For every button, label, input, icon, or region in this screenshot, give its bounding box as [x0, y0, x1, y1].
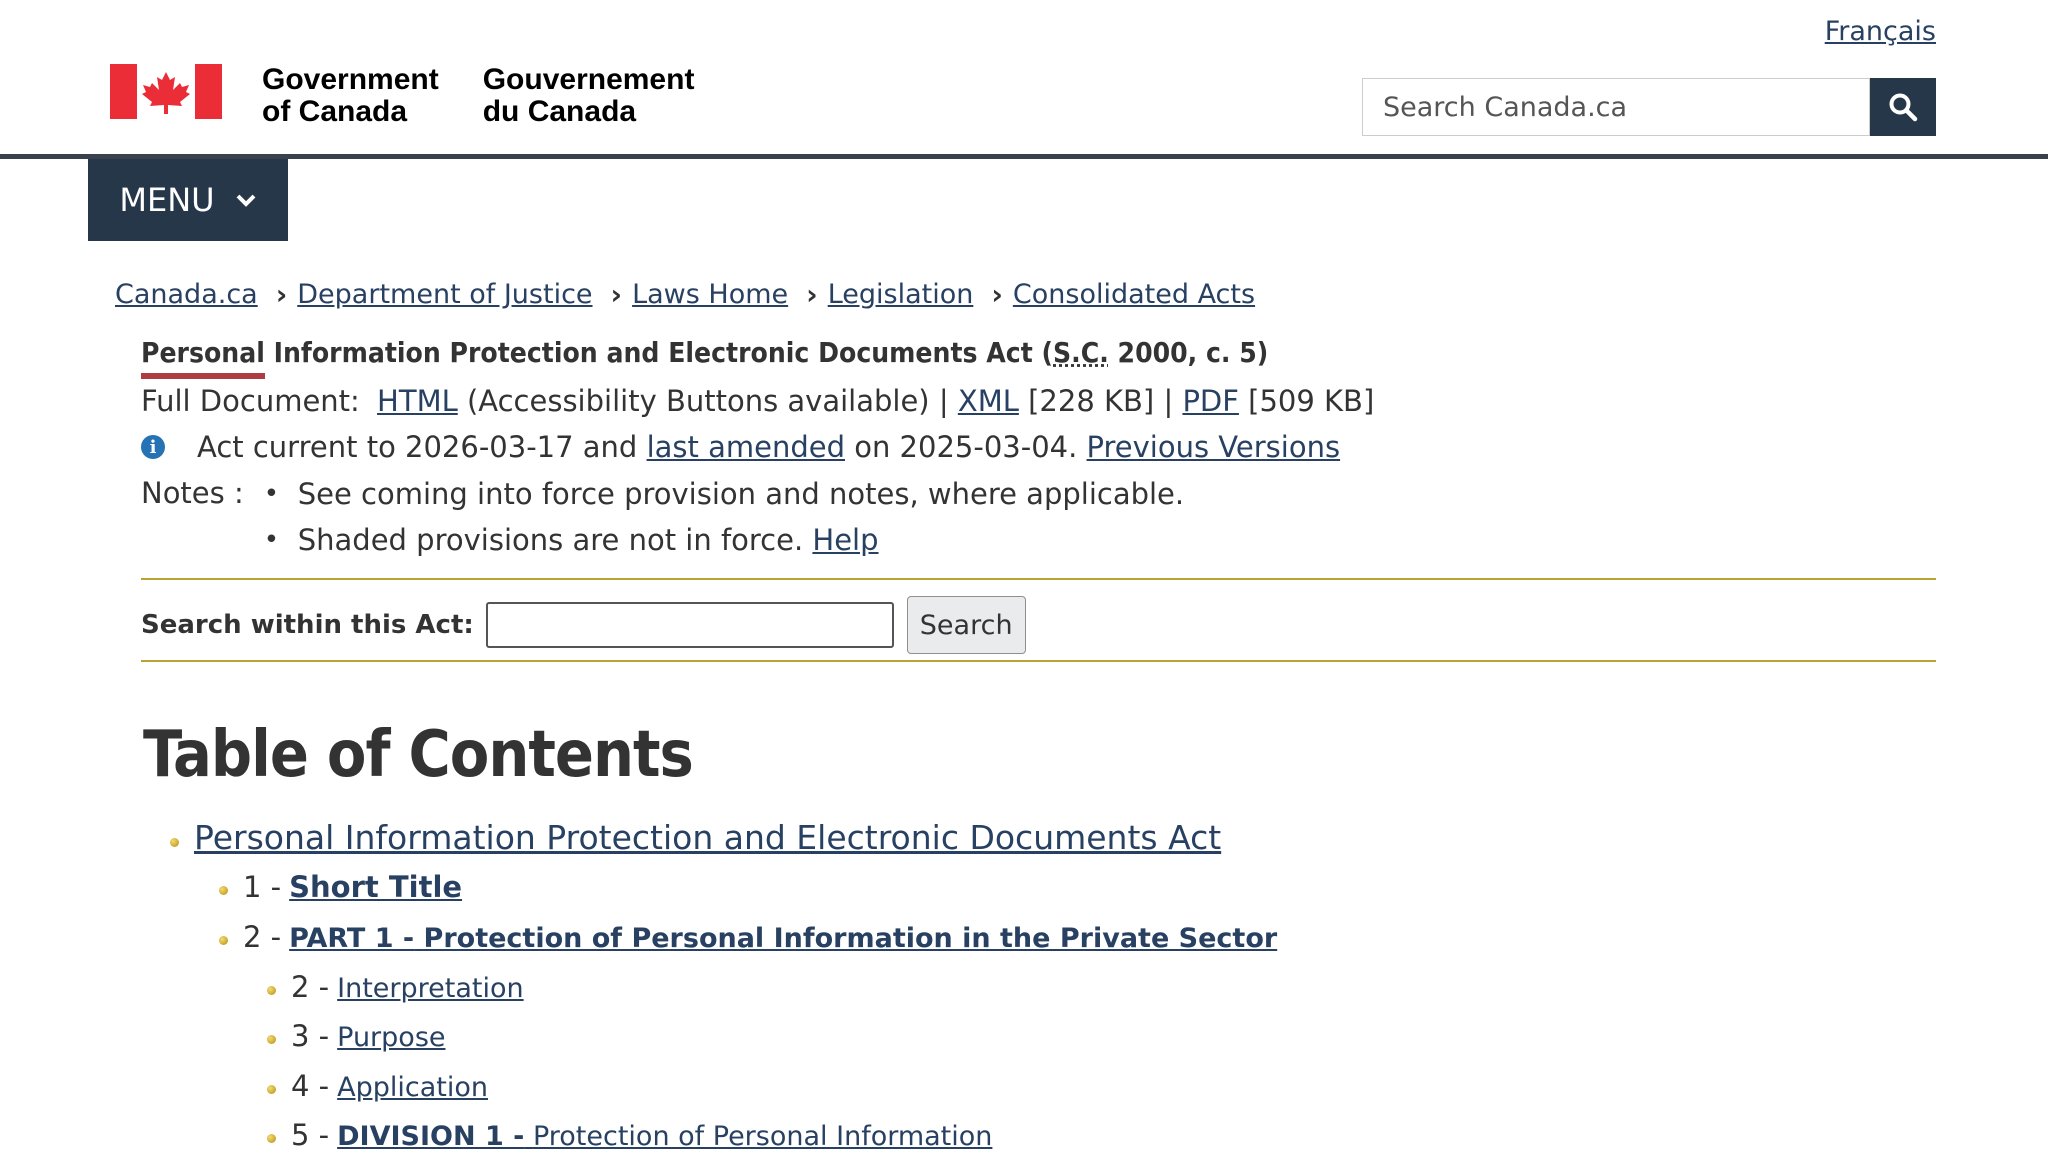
toc-part-label: PART 1 - [289, 923, 415, 954]
toc-heading: Table of Contents [143, 718, 693, 792]
note-item [264, 476, 1184, 513]
chevron-right-icon: › [610, 278, 623, 311]
chevron-right-icon: › [275, 278, 288, 311]
toc-item-act [170, 818, 1221, 857]
site-search [1362, 78, 1936, 136]
help-link[interactable]: Help [812, 523, 879, 557]
menu-label: MENU [119, 181, 215, 219]
toc-item [267, 1118, 992, 1152]
divider [141, 578, 1936, 580]
previous-versions-link[interactable]: Previous Versions [1086, 430, 1341, 464]
bullet-icon [267, 1134, 276, 1143]
site-search-input[interactable] [1362, 78, 1870, 136]
act-title-main: Information Protection and Electronic Documents Act ( [264, 336, 1054, 369]
xml-link[interactable]: XML [957, 384, 1019, 418]
current-text: Act current to 2026-03-17 and [197, 430, 638, 464]
act-title-abbr: S.C. [1053, 336, 1109, 369]
toc-section-number: 2 - [291, 970, 330, 1004]
toc-link-part-1[interactable] [289, 923, 1277, 954]
wordmark-english: Government of Canada [262, 63, 439, 128]
toc-link-interpretation[interactable]: Interpretation [337, 973, 524, 1004]
toc-division-title: Protection of Personal Information [532, 1121, 993, 1152]
act-title [141, 336, 1268, 369]
language-toggle-link[interactable]: Français [1824, 16, 1936, 47]
search-within-button[interactable]: Search [907, 596, 1026, 654]
full-document-label: Full Document: [141, 384, 360, 418]
last-amended-link[interactable]: last amended [646, 430, 845, 464]
toc-section-number: 1 - [243, 870, 282, 904]
canada-flag-icon [110, 64, 222, 119]
divider [141, 660, 1936, 662]
government-signature[interactable] [110, 64, 694, 128]
chevron-down-icon [235, 193, 257, 207]
notes-label: Notes : [141, 476, 244, 510]
breadcrumb-laws-home[interactable]: Laws Home [632, 279, 789, 310]
html-link[interactable]: HTML [377, 384, 458, 418]
pdf-link[interactable]: PDF [1182, 384, 1239, 418]
act-title-first-word: Personal [141, 336, 265, 369]
toc-link-division-1[interactable] [337, 1121, 992, 1152]
notes [141, 476, 1184, 568]
html-note: (Accessibility Buttons available) | [466, 384, 949, 418]
wordmark-french: Gouvernement du Canada [482, 63, 695, 128]
chevron-right-icon: › [991, 278, 1003, 311]
note-text: Shaded provisions are not in force. [297, 523, 804, 557]
toc-item [267, 970, 524, 1004]
breadcrumb-legislation[interactable]: Legislation [827, 279, 974, 310]
amended-date: on 2025-03-04. [854, 430, 1078, 464]
breadcrumb [115, 278, 1255, 311]
note-item [264, 522, 1184, 559]
breadcrumb-consolidated-acts[interactable]: Consolidated Acts [1012, 279, 1256, 310]
search-icon [1888, 92, 1918, 122]
breadcrumb-justice[interactable]: Department of Justice [297, 279, 593, 310]
xml-size: [228 KB] | [1028, 384, 1174, 418]
toc-section-number: 2 - [243, 920, 282, 954]
toc-division-label: DIVISION 1 - [337, 1121, 525, 1152]
notes-list [264, 476, 1184, 568]
toc-link-short-title[interactable]: Short Title [289, 870, 463, 904]
full-document-links [141, 384, 1374, 418]
info-icon: i [141, 435, 165, 459]
breadcrumb-canada[interactable]: Canada.ca [115, 279, 258, 310]
search-within-act [141, 596, 1026, 654]
toc-item [219, 920, 1277, 954]
menu-button[interactable] [88, 159, 288, 241]
toc-item [267, 1069, 488, 1103]
bullet-icon [267, 986, 276, 995]
toc-act-link[interactable]: Personal Information Protection and Electronic Documents Act [194, 818, 1222, 857]
search-within-label: Search within this Act: [141, 610, 474, 640]
act-title-citation: 2000, c. 5) [1108, 336, 1269, 369]
toc-section-number: 4 - [291, 1069, 330, 1103]
toc-item [219, 870, 462, 904]
pdf-size: [509 KB] [1248, 384, 1375, 418]
currency-info [141, 430, 1340, 464]
site-search-button[interactable] [1870, 78, 1936, 136]
toc-part-title: Protection of Personal Information in the Private Sector [423, 923, 1278, 954]
search-within-input[interactable] [486, 602, 894, 648]
header-divider [0, 154, 2048, 159]
toc-section-number: 5 - [291, 1118, 330, 1152]
bullet-icon [219, 936, 228, 945]
chevron-right-icon: › [806, 278, 818, 311]
toc-section-number: 3 - [291, 1019, 330, 1053]
toc-link-purpose[interactable]: Purpose [337, 1022, 446, 1053]
bullet-icon [219, 886, 228, 895]
toc-link-application[interactable]: Application [337, 1072, 489, 1103]
bullet-icon [170, 838, 179, 847]
bullet-icon [267, 1035, 276, 1044]
bullet-icon [267, 1085, 276, 1094]
note-text: See coming into force provision and notes, where applicable. [297, 477, 1185, 511]
toc-item [267, 1019, 446, 1053]
